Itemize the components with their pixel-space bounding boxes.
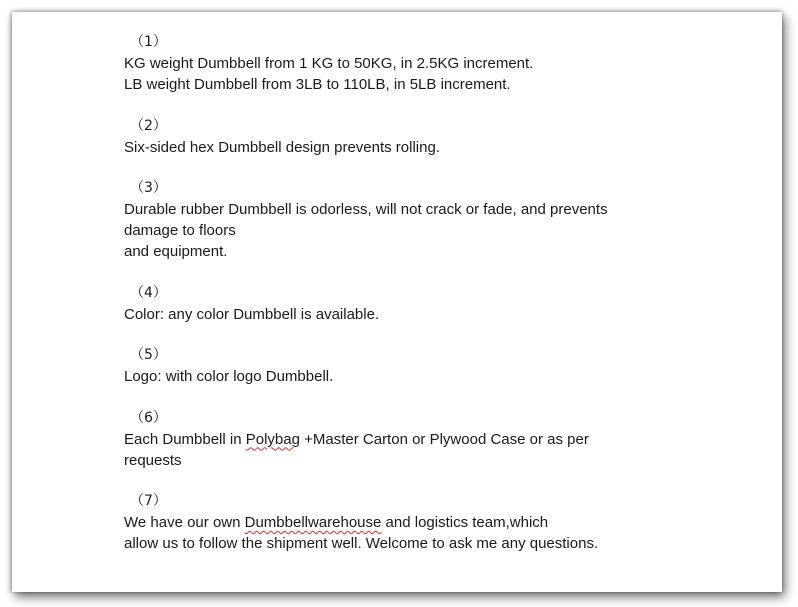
feature-section-6 <box>124 408 684 471</box>
section-text-line: Durable rubber Dumbbell is odorless, will not crack or fade, and prevents <box>124 201 608 218</box>
section-number: （5） <box>130 347 167 363</box>
spellcheck-flagged-word: Polybag <box>245 430 300 448</box>
section-text-line <box>124 429 684 450</box>
feature-section-7 <box>124 491 684 554</box>
text-run: +Master Carton or Plywood Case or as per <box>299 430 589 448</box>
section-text-line: requests <box>124 451 182 469</box>
text-run: Each Dumbbell in <box>124 430 246 448</box>
section-text-line: damage to floors <box>124 222 236 239</box>
section-text-line: and equipment. <box>124 243 228 260</box>
feature-section-4 <box>124 283 684 325</box>
text-run: and logistics team,which <box>381 514 549 531</box>
section-number: （4） <box>130 284 167 301</box>
section-text-line: Color: any color Dumbbell is available. <box>124 305 380 323</box>
section-number: （1） <box>130 34 167 50</box>
text-run: We have our own <box>124 514 245 531</box>
section-number: （6） <box>130 409 167 426</box>
feature-section-5 <box>124 345 684 387</box>
section-text-line: Six-sided hex Dumbbell design prevents rolling. <box>124 138 440 156</box>
section-text-line: allow us to follow the shipment well. Welcome to ask me any questions. <box>124 535 599 552</box>
section-number: （7） <box>130 493 167 509</box>
feature-section-1 <box>124 32 684 95</box>
product-feature-list <box>124 32 684 575</box>
feature-section-2 <box>124 116 684 158</box>
section-number: （2） <box>130 117 167 134</box>
feature-section-3 <box>124 178 684 262</box>
section-text-line: LB weight Dumbbell from 3LB to 110LB, in 5LB increment. <box>124 76 511 93</box>
section-number: （3） <box>130 180 167 196</box>
section-text-line: KG weight Dumbbell from 1 KG to 50KG, in 2.5KG increment. <box>124 55 534 72</box>
spellcheck-flagged-word: Dumbbellwarehouse <box>244 514 382 531</box>
section-text-line: Logo: with color logo Dumbbell. <box>124 368 334 385</box>
section-text-line <box>124 512 684 533</box>
